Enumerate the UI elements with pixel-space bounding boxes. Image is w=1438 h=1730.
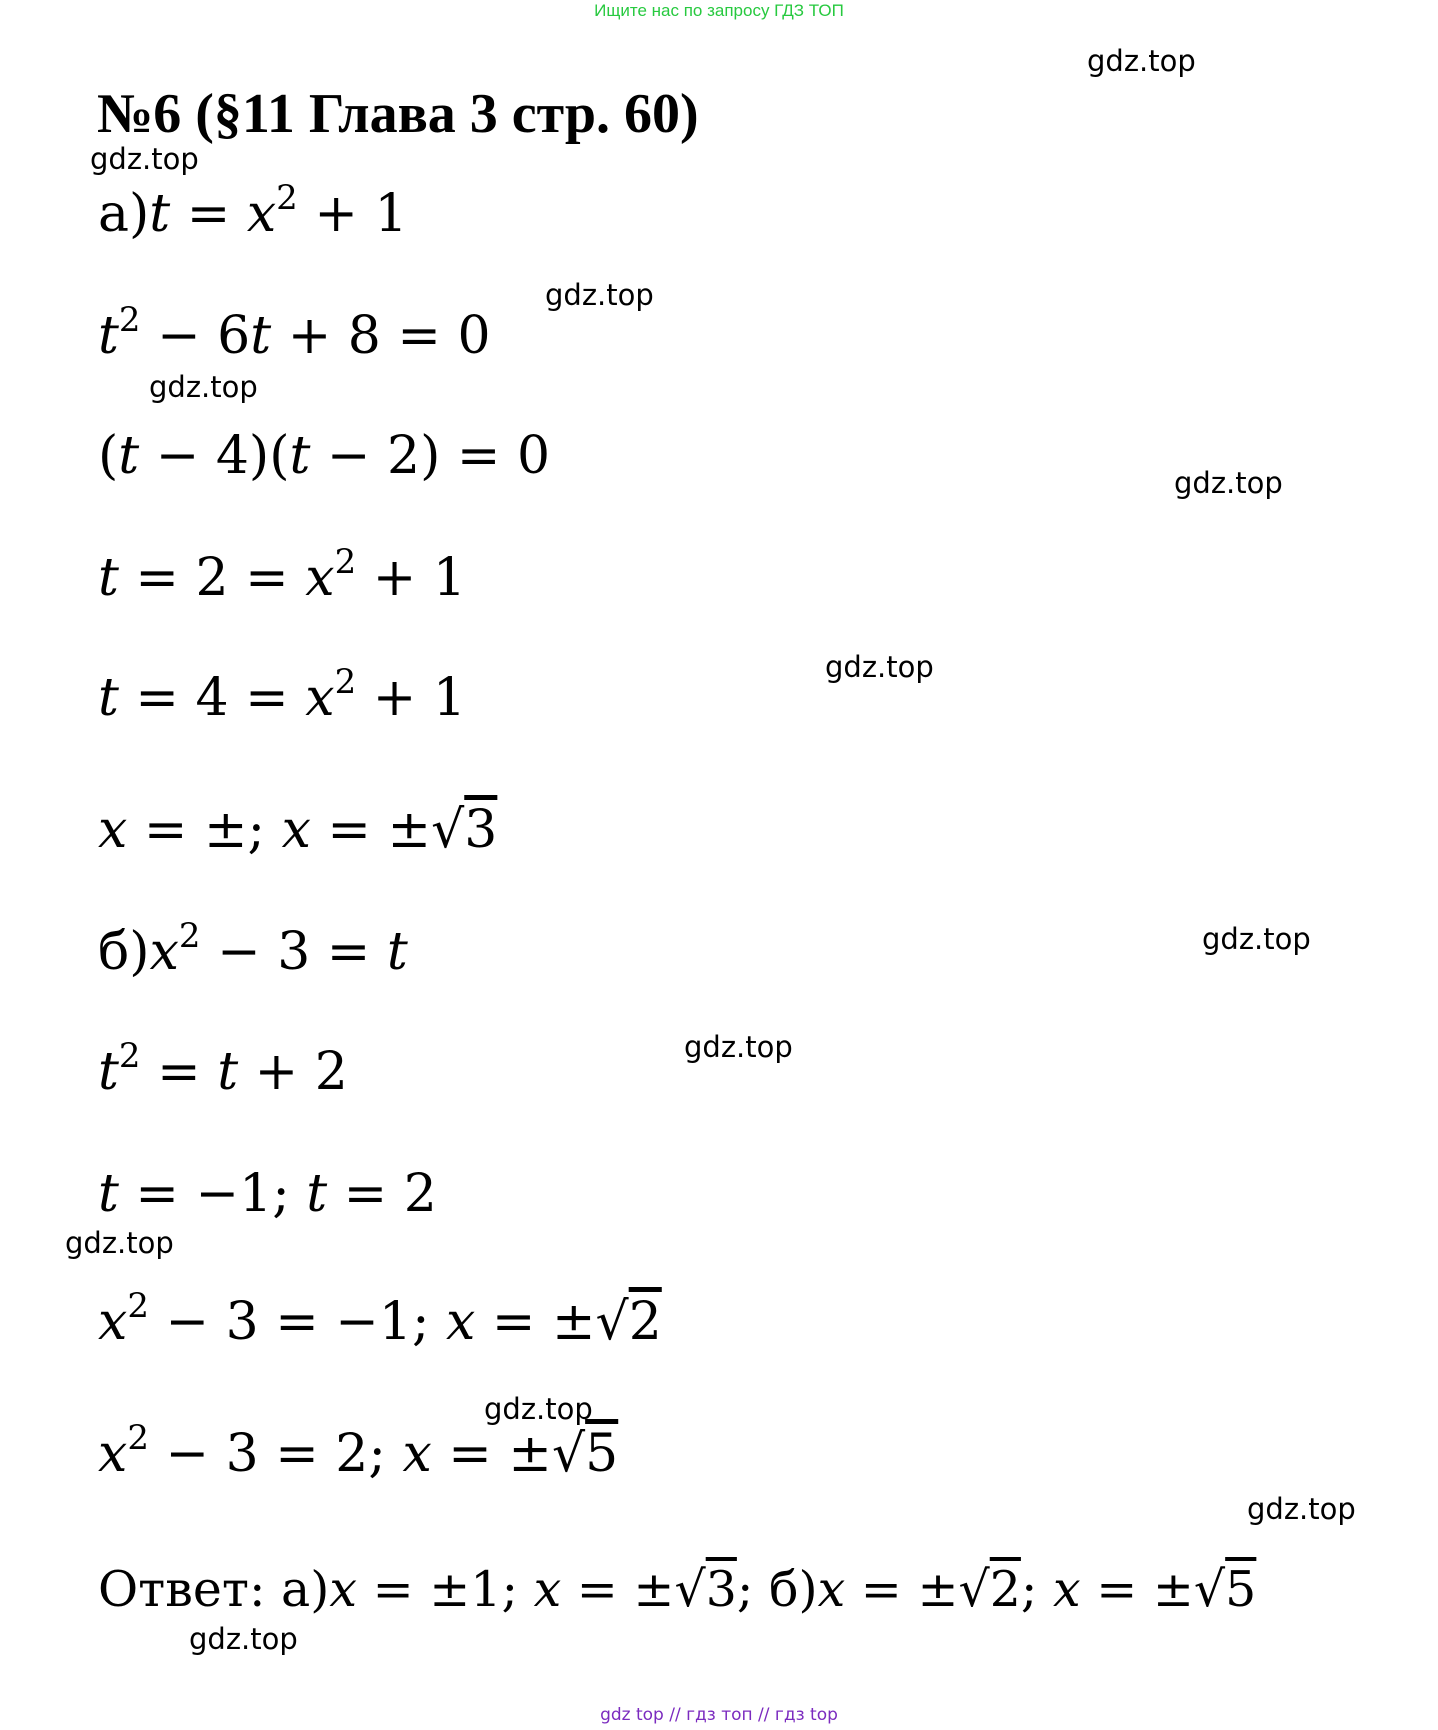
equation-line-10 bbox=[98, 1286, 662, 1358]
var-t: t bbox=[98, 548, 119, 608]
sqrt-sign: √ bbox=[431, 800, 465, 860]
watermark: gdz.top bbox=[684, 1030, 793, 1064]
equation-line-8 bbox=[98, 1036, 348, 1108]
eq-text: = ± bbox=[845, 1561, 959, 1618]
var-x: x bbox=[149, 922, 179, 982]
radicand: 5 bbox=[585, 1424, 619, 1484]
var-x: x bbox=[98, 1292, 128, 1352]
exponent: 2 bbox=[127, 1286, 149, 1326]
var-t: t bbox=[98, 306, 119, 366]
eq-text: + 8 = 0 bbox=[271, 306, 491, 366]
answer-line bbox=[98, 1560, 1256, 1620]
var-x: x bbox=[446, 1292, 476, 1352]
radicand: 2 bbox=[628, 1292, 662, 1352]
watermark: gdz.top bbox=[90, 142, 199, 176]
exponent: 2 bbox=[276, 178, 298, 218]
watermark: gdz.top bbox=[1087, 44, 1196, 78]
eq-text: = 2 bbox=[327, 1164, 437, 1224]
exponent: 2 bbox=[178, 916, 201, 956]
equation-line-3 bbox=[98, 426, 550, 486]
sqrt-sign: √ bbox=[958, 1561, 990, 1618]
watermark: gdz.top bbox=[1202, 922, 1311, 956]
page-title: №6 (§11 Глава 3 стр. 60) bbox=[97, 83, 699, 145]
answer-label: Ответ: а) bbox=[98, 1561, 330, 1618]
var-t: t bbox=[306, 1164, 328, 1224]
watermark: gdz.top bbox=[65, 1226, 174, 1260]
var-t: t bbox=[118, 426, 140, 486]
watermark: gdz.top bbox=[545, 278, 654, 312]
var-x: x bbox=[305, 548, 335, 608]
eq-text: = ± bbox=[475, 1292, 596, 1352]
radicand: 3 bbox=[464, 800, 498, 860]
equation-line-4 bbox=[98, 542, 466, 614]
eq-text: = ±1; bbox=[357, 1561, 534, 1618]
radicand: 2 bbox=[989, 1561, 1021, 1618]
var-t: t bbox=[289, 426, 311, 486]
eq-text: − 2) = 0 bbox=[310, 426, 551, 486]
eq-text: + 1 bbox=[356, 668, 466, 728]
sqrt-sign: √ bbox=[595, 1292, 629, 1352]
eq-text: − 3 = 2; bbox=[148, 1424, 403, 1484]
var-x: x bbox=[281, 800, 311, 860]
exponent: 2 bbox=[127, 1418, 149, 1458]
watermark: gdz.top bbox=[189, 1622, 298, 1656]
var-x: x bbox=[402, 1424, 432, 1484]
var-x: x bbox=[533, 1561, 562, 1618]
eq-text: = ± bbox=[310, 800, 432, 860]
watermark: gdz.top bbox=[1247, 1492, 1356, 1526]
var-x: x bbox=[329, 1561, 358, 1618]
item-label: б) bbox=[98, 922, 150, 982]
eq-text: = bbox=[170, 184, 247, 244]
sqrt-sign: √ bbox=[551, 1424, 586, 1484]
equation-line-6 bbox=[98, 800, 497, 860]
exponent: 2 bbox=[334, 542, 357, 582]
var-t: t bbox=[149, 184, 171, 244]
var-x: x bbox=[98, 800, 128, 860]
var-t: t bbox=[98, 1164, 119, 1224]
var-t: t bbox=[386, 922, 408, 982]
watermark: gdz.top bbox=[149, 370, 258, 404]
radicand: 5 bbox=[1225, 1561, 1257, 1618]
item-label: а) bbox=[98, 184, 150, 244]
eq-text: + 2 bbox=[238, 1042, 348, 1102]
var-x: x bbox=[305, 668, 335, 728]
eq-text: = ±; bbox=[127, 800, 282, 860]
var-x: x bbox=[1053, 1561, 1081, 1618]
equation-line-9 bbox=[98, 1164, 437, 1224]
exponent: 2 bbox=[118, 1036, 141, 1076]
eq-text: ; б) bbox=[736, 1561, 818, 1618]
equation-line-5 bbox=[98, 662, 466, 734]
eq-text: − 3 = −1; bbox=[148, 1292, 447, 1352]
sqrt-sign: √ bbox=[674, 1561, 706, 1618]
eq-text: = 2 = bbox=[118, 548, 306, 608]
var-x: x bbox=[246, 184, 277, 244]
eq-text: = bbox=[140, 1042, 218, 1102]
equation-line-7 bbox=[98, 916, 408, 988]
equation-line-1 bbox=[98, 178, 408, 250]
top-banner-text: Ищите нас по запросу ГДЗ ТОП bbox=[594, 1, 844, 20]
eq-text: = ± bbox=[1080, 1561, 1194, 1618]
eq-text: ( bbox=[98, 426, 119, 486]
equation-line-2 bbox=[98, 300, 491, 372]
equation-line-11 bbox=[98, 1418, 619, 1490]
var-t: t bbox=[217, 1042, 239, 1102]
var-t: t bbox=[98, 1042, 119, 1102]
var-x: x bbox=[817, 1561, 846, 1618]
radicand: 3 bbox=[705, 1561, 737, 1618]
footer-text: gdz top // гдз топ // гдз top bbox=[600, 1705, 838, 1725]
watermark: gdz.top bbox=[1174, 466, 1283, 500]
watermark: gdz.top bbox=[484, 1392, 593, 1426]
watermark: gdz.top bbox=[825, 650, 934, 684]
eq-text: − 4)( bbox=[139, 426, 290, 486]
var-t: t bbox=[250, 306, 272, 366]
var-t: t bbox=[98, 668, 119, 728]
eq-text: = 4 = bbox=[118, 668, 306, 728]
eq-text: + 1 bbox=[356, 548, 466, 608]
sqrt-sign: √ bbox=[1193, 1561, 1226, 1618]
exponent: 2 bbox=[118, 300, 141, 340]
eq-text: + 1 bbox=[297, 184, 408, 244]
eq-text: − 3 = bbox=[200, 922, 387, 982]
eq-text: − 6 bbox=[140, 306, 251, 366]
eq-text: = ± bbox=[431, 1424, 552, 1484]
eq-text: = −1; bbox=[118, 1164, 307, 1224]
eq-text: ; bbox=[1020, 1561, 1054, 1618]
eq-text: = ± bbox=[561, 1561, 675, 1618]
exponent: 2 bbox=[334, 662, 357, 702]
var-x: x bbox=[98, 1424, 128, 1484]
